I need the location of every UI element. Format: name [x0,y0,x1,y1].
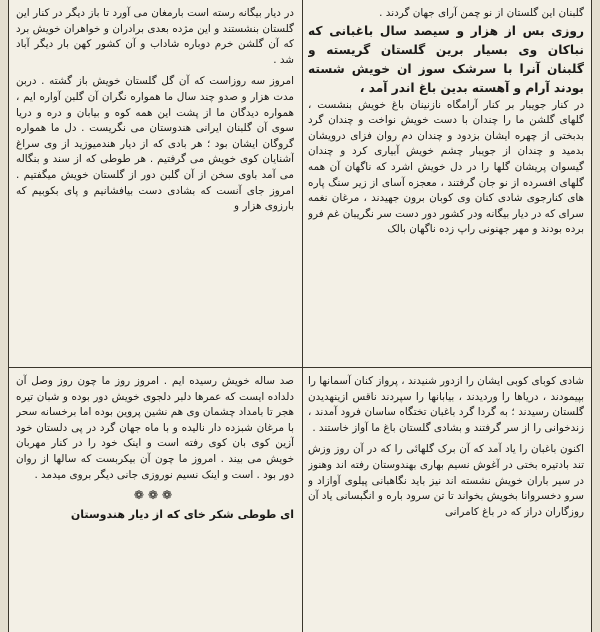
column-divider [302,0,303,632]
bottom-left-column [16,374,294,628]
headline-paragraph: روزی بس از هزار و سیصد سال باغبانی که نباکان وی بسیار برین گلستان گریسته و گلبنان آنرا با سرشک سوز ان خویش شسته بودند آرام و آهسته بدین باغ اندر آمد ، [308,23,584,95]
left-margin-rule [8,0,9,632]
bottom-left-paragraph-2: ای طوطی شکر خای که از دیار هندوستان [70,507,294,521]
intro-line: گلبنان این گلستان از نو چمن آرای جهان گردند . [379,7,584,19]
top-right-body: در کنار جویبار بر کنار آرامگاه نازنینان باغ خویش بنشست ، گلهای گلشن ما را چندان با دست خویش نواخت و چندان گرد بدبختی از چهره ایشان بزدود و چندان دم روان فزای درویشان بدمید و چندان از جویبار چشم خویش آبیاری کرد و چندان گیسوان پریشان گلها را در دل خویش اشرد که ناگهان آن همه گلهای افسرده از نو جان گرفتند ، معجزه آسای از زیر سنگ پاره های کنارجوی شادی کنان وی کوبان برون جهیدند ، مرغان نغمه سرای که در دیار بیگانه ودر کشور دور دست سر نگریبان غم فرو برده بودند و مهر جهنونی راپ زده ناگهان بالک [308,98,584,236]
right-page-edge [592,0,600,632]
top-left-column [16,6,294,362]
section-divider [8,367,592,368]
top-left-paragraph-2: امروز سه روزاست که آن گل گلستان خویش باز گشته . دربن مدت هزار و صدو چند سال ما همواره نگران آن گلبن آواره ایم ، همواره دیدگان ما از پشت این همه کوه و بیابان و دره و دریا سوی آن گلبنان ایرانی هندوستان می نگریست . دل ما همواره گروگان ایشان بود ؛ هر بادی که از دیار هندمیوزید از وی سراغ آشنایان کوی خویش می گرفتیم . هر طوطی که از سند و بنگاله می آمد باوی سخن از آن گلبن دور از گلستان خویش میگفتیم . امروز جای آنست که بشادی دست بیافشانیم و پای بکوبیم که بارزوی هزار و [16,75,294,213]
bottom-right-paragraph-2: اکنون باغبان را یاد آمد که آن برک گلهائی را که در آن روز وزش تند بادتیره بختی در آغوش نسیم بهاری بهندوستان رفته اند وهنوز در سیر باران خویش نشسته اند نیز باید نگاهبانی پیلوی آوازاد و سرو دخسروانا بخویش بخواند تا تن سرود باره و انگبسانی یاد آن روزگاران دراز که در باغ کامرانی [308,443,584,518]
bottom-right-paragraph-1: شادی کوبای کوبی ایشان را ازدور شنیدند ، پرواز کنان آسمانها را بپیمودند ، دریاها را وردیدند ، بیابانها را سپردند ناقس ازینهدیدن گلستان رسیدند ؛ به گردا گرد باغبان تختگاه ساسان فرود آمدند ، زندخوانی را از سر گرفتند و بشادی گلستان باغ ما آواز خاستند . [308,375,584,434]
top-right-column [308,6,584,362]
bottom-left-paragraph-1: صد ساله خویش رسیده ایم . امروز روز ما چون روز وصل آن دلداده ایست که عمرها دلبر دلجوی خویش دور بوده و شبان تیره هجر تا بامداد چشمان وی هم نشین پروین بوده اما برخسانه سحر با مرغان شبزده دار نالیده و با ماه جهان گرد در پی دلستان خود آزین کوی بان کوی رفته است و اینک خود را در کنار مهربان خویش می بیند . امروز ما چون آن بیکربست که سالها از روان دور بود . است و اینک نسیم نوروزی جانی دیگر بروی میدمد . [16,375,294,481]
section-ornament: ❁❁❁ [133,488,177,503]
left-page-edge [0,0,8,632]
top-left-paragraph-1: در دیار بیگانه رسته است بارمغان می آورد تا باز دیگر در کنار این گلستان بنشستند و این مژده بعدی برادران و خواهران خویش برد که آن گلشن خرم دوباره شاداب و آن کشور کهن بار دیگر آباد شد . [16,7,294,66]
bottom-right-column [308,374,584,628]
right-margin-rule [591,0,592,632]
